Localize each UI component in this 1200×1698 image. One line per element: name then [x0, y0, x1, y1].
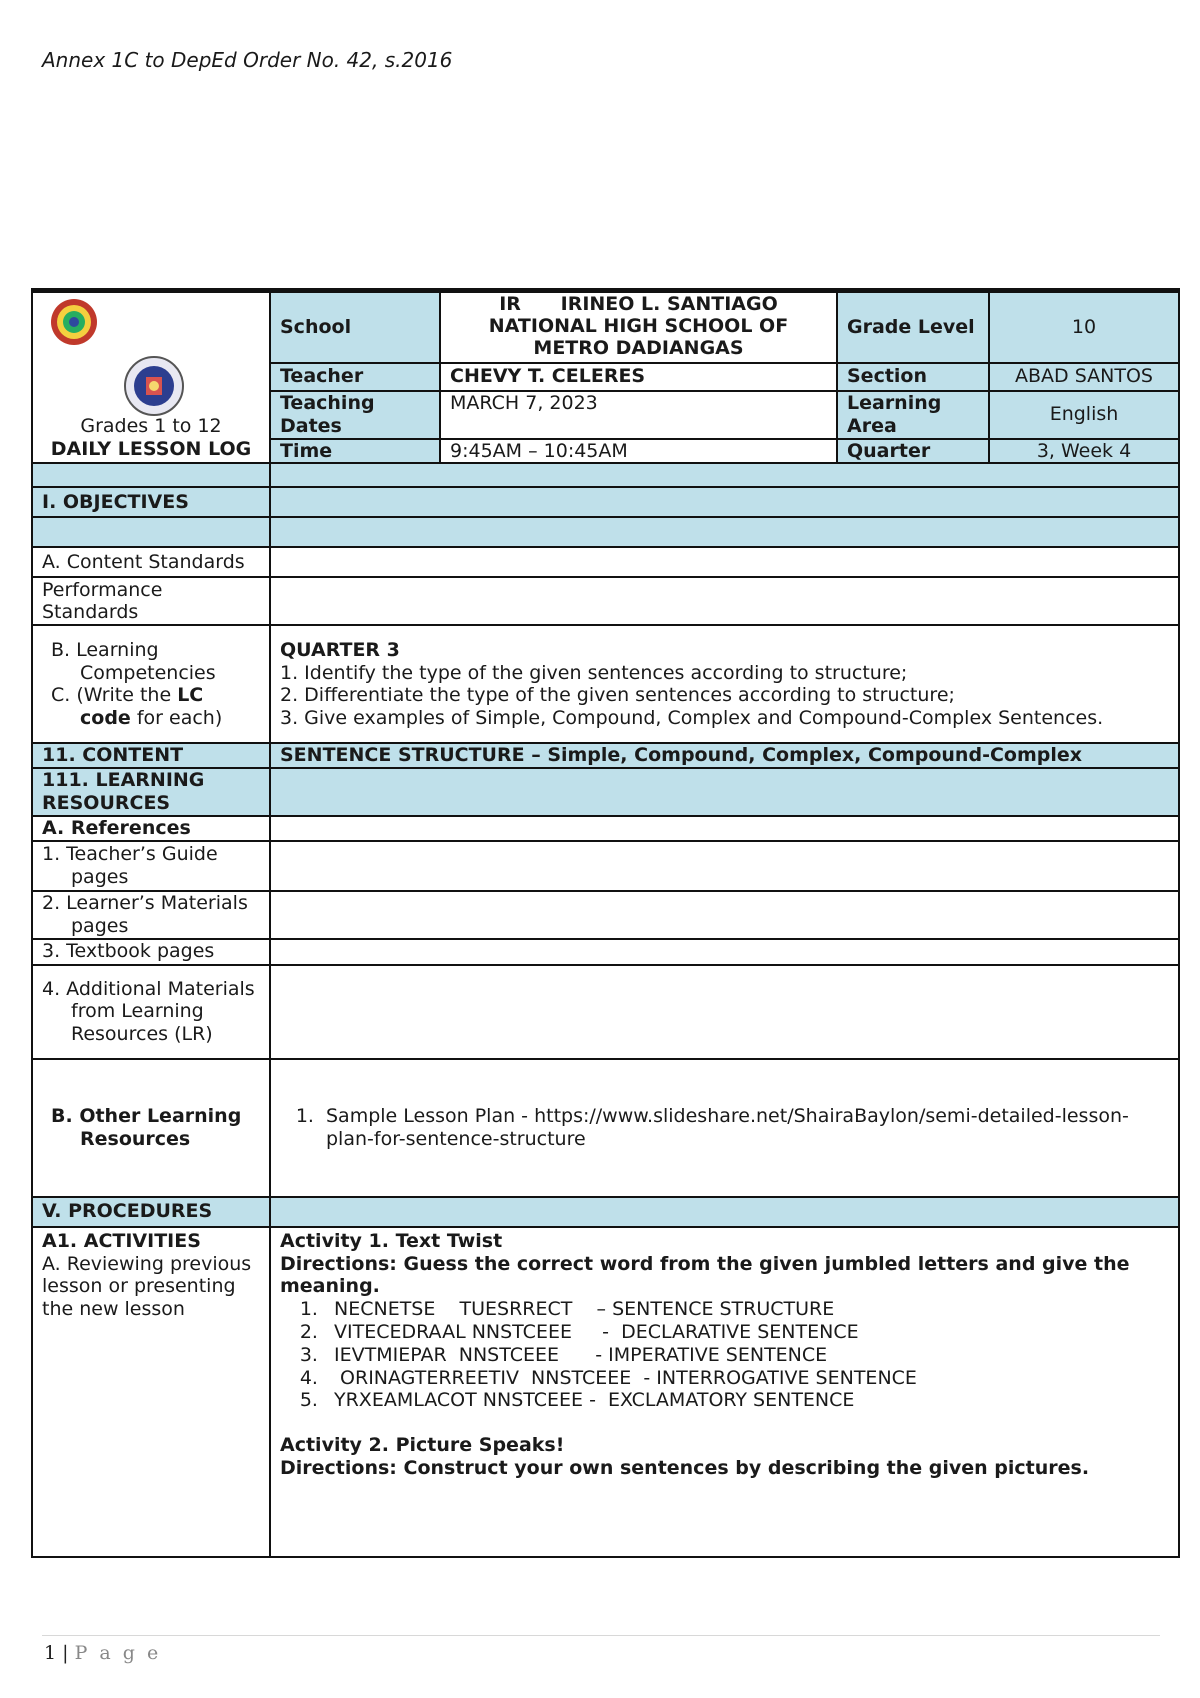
- textbook-label: 3. Textbook pages: [32, 939, 270, 965]
- additional-materials-label: 4. Additional Materials from Learning Resources (LR): [32, 965, 270, 1059]
- content-standards-label: A. Content Standards: [32, 547, 270, 577]
- dates-value: MARCH 7, 2023: [440, 391, 837, 439]
- annex-header: Annex 1C to DepEd Order No. 42, s.2016: [42, 48, 453, 72]
- dates-label: Teaching Dates: [270, 391, 440, 439]
- quarter-label: Quarter: [837, 439, 989, 464]
- page-number: 1: [44, 1642, 57, 1664]
- objective-item: 3. Give examples of Simple, Compound, Complex and Compound-Complex Sentences.: [280, 707, 1104, 730]
- quarter-value: 3, Week 4: [989, 439, 1179, 464]
- other-resources-label: B. Other Learning Resources: [32, 1059, 270, 1197]
- school-prefix: IR: [499, 293, 521, 316]
- resources-heading: 111. LEARNING RESOURCES: [32, 768, 270, 816]
- objective-item: 2. Differentiate the type of the given sentences according to structure;: [280, 684, 955, 707]
- procedures-heading: V. PROCEDURES: [32, 1197, 270, 1227]
- grade-value: 10: [989, 291, 1179, 363]
- other-resources-list: [270, 1059, 1179, 1197]
- objective-item: 1. Identify the type of the given sentences according to structure;: [280, 661, 908, 684]
- grade-label: Grade Level: [837, 291, 989, 363]
- activity2-title: Activity 2. Picture Speaks!: [280, 1434, 565, 1457]
- content-heading: 11. CONTENT: [32, 743, 270, 768]
- area-label: Learning Area: [837, 391, 989, 439]
- performance-standards-label: Performance Standards: [32, 577, 270, 625]
- page-word: P a g e: [74, 1642, 162, 1664]
- jumbled-item: 4. ORINAGTERREETIV NNSTCEEE - INTERROGATIVE SENTENCE: [324, 1367, 1169, 1390]
- jumbled-item: 2. VITECEDRAAL NNSTCEEE - DECLARATIVE SENTENCE: [324, 1321, 1169, 1344]
- footer-separator: |: [56, 1642, 75, 1664]
- activities-label: [32, 1227, 270, 1557]
- teacher-value: CHEVY T. CELERES: [440, 363, 837, 391]
- resource-link[interactable]: 1. Sample Lesson Plan - https://www.slideshare.net/ShairaBaylon/semi-detailed-lesson-plan-for-sentence-structure: [320, 1105, 1169, 1151]
- spacer-row: [32, 463, 1179, 487]
- deped-seal-icon: [119, 355, 189, 417]
- jumbled-item: 3. IEVTMIEPAR NNSTCEEE - IMPERATIVE SENTENCE: [324, 1344, 1169, 1367]
- time-label: Time: [270, 439, 440, 464]
- school-label: School: [270, 291, 440, 363]
- a1-heading: A1. ACTIVITIES: [42, 1229, 201, 1252]
- activity2-directions: Directions: Construct your own sentences by describing the given pictures.: [280, 1457, 1090, 1480]
- objectives-heading: I. OBJECTIVES: [32, 487, 270, 517]
- logo-cell: [32, 291, 270, 464]
- spacer-row: [32, 517, 1179, 547]
- competencies-list: [270, 625, 1179, 743]
- logo-caption-grades: Grades 1 to 12: [80, 414, 222, 437]
- quarter-title: QUARTER 3: [280, 638, 400, 661]
- section-label: Section: [837, 363, 989, 391]
- activity1-list: [280, 1298, 1169, 1412]
- section-value: ABAD SANTOS: [989, 363, 1179, 391]
- content-value: SENTENCE STRUCTURE – Simple, Compound, Complex, Compound-Complex: [270, 743, 1179, 768]
- activity1-directions: Directions: Guess the correct word from the given jumbled letters and give the meaning.: [280, 1252, 1130, 1298]
- jumbled-item: 1. NECNETSE TUESRRECT – SENTENCE STRUCTURE: [324, 1298, 1169, 1321]
- daily-lesson-log-table: [31, 288, 1180, 1558]
- logo-caption-dll: DAILY LESSON LOG: [50, 437, 252, 460]
- school-name: IRINEO L. SANTIAGO NATIONAL HIGH SCHOOL OF METRO DADIANGAS: [488, 293, 789, 360]
- a1-text: A. Reviewing previous lesson or presenting the new lesson: [42, 1252, 252, 1321]
- teachers-guide-label: 1. Teacher’s Guide pages: [32, 841, 270, 891]
- page-footer: [44, 1642, 161, 1664]
- school-value: [440, 291, 837, 363]
- division-seal-icon: [45, 297, 103, 347]
- references-label: A. References: [32, 816, 270, 841]
- teacher-label: Teacher: [270, 363, 440, 391]
- activity1-title: Activity 1. Text Twist: [280, 1229, 503, 1252]
- footer-divider: [42, 1635, 1160, 1636]
- time-value: 9:45AM – 10:45AM: [440, 439, 837, 464]
- learners-materials-label: 2. Learner’s Materials pages: [32, 891, 270, 939]
- area-value: English: [989, 391, 1179, 439]
- competencies-c: C. (Write the LC code for each): [51, 684, 223, 730]
- jumbled-item: 5. YRXEAMLACOT NNSTCEEE - EXCLAMATORY SENTENCE: [324, 1389, 1169, 1412]
- competencies-b: B. Learning Competencies: [51, 638, 216, 684]
- competencies-label: [32, 625, 270, 743]
- activities-content: [270, 1227, 1179, 1557]
